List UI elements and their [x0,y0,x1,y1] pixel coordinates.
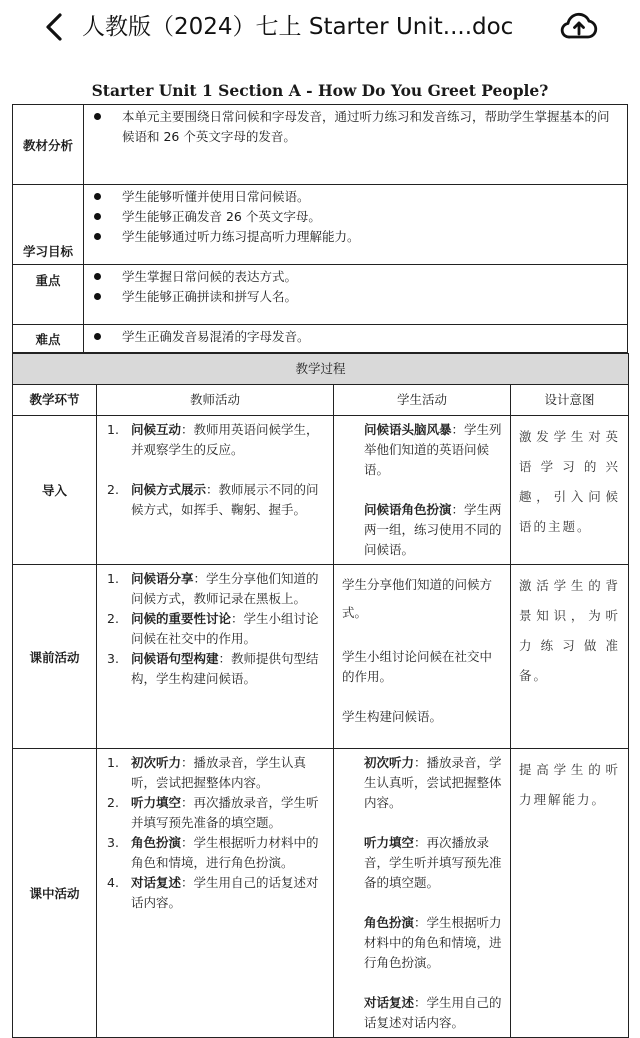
top-bar [0,0,640,54]
info-label: 教材分析 [13,105,84,185]
info-label: 重点 [13,265,84,325]
document-title: 人教版（2024）七上 Starter Unit....doc [82,14,514,40]
list-item: 2. 听力填空：再次播放录音，学生听并填写预先准备的填空题。 [107,795,319,830]
stage-cell: 课中活动 [13,749,97,1038]
list-item: 1. 问候语分享：学生分享他们知道的问候方式，教师记录在黑板上。 [107,571,319,606]
stage-cell: 导入 [13,416,97,565]
list-item: 角色扮演：学生根据听力材料中的角色和情境，进行角色扮演。 [364,915,502,970]
cloud-upload-icon[interactable] [558,6,600,46]
list-item: 2. 问候的重要性讨论：学生小组讨论问候在社交中的作用。 [107,611,319,646]
list-item: 学生小组讨论问候在社交中的作用。 [342,649,493,684]
list-item: 学生构建问候语。 [342,709,443,724]
back-icon[interactable] [38,8,74,46]
header-design: 设计意图 [511,385,629,416]
info-item: 学生掌握日常问候的表达方式。 [92,267,619,287]
list-item: 3. 问候语句型构建：教师提供句型结构，学生构建问候语。 [107,651,319,686]
list-item: 听力填空：再次播放录音，学生听并填写预先准备的填空题。 [364,835,502,890]
design-cell: 提高学生的听力理解能力。 [511,749,629,1038]
list-item: 问候语头脑风暴：学生列举他们知道的英语问候语。 [364,422,502,477]
info-row-objectives [13,185,628,265]
list-item: 2. 问候方式展示：教师展示不同的问候方式，如挥手、鞠躬、握手。 [107,482,319,517]
process-table [12,353,629,1038]
header-student: 学生活动 [334,385,511,416]
list-item: 1. 问候互动：教师用英语问候学生，并观察学生的反应。 [107,422,319,457]
design-cell: 激发学生对英语学习的兴趣，引入问候语的主题。 [511,416,629,565]
list-item: 学生分享他们知道的问候方式。 [342,577,493,620]
header-stage: 教学环节 [13,385,97,416]
table-row [13,749,629,1038]
info-item: 学生能够通过听力练习提高听力理解能力。 [92,227,619,247]
info-label: 难点 [13,325,84,353]
info-label: 学习目标 [13,185,84,265]
table-row [13,416,629,565]
list-item: 问候语角色扮演：学生两两一组，练习使用不同的问候语。 [364,502,502,557]
info-item: 学生正确发音易混淆的字母发音。 [92,327,619,347]
document-heading: Starter Unit 1 Section A - How Do You Greet People? [91,81,549,100]
process-title: 教学过程 [13,354,629,385]
info-row-key-points [13,265,628,325]
info-item: 本单元主要围绕日常问候和字母发音，通过听力练习和发音练习，帮助学生掌握基本的问候语和 26 个英文字母的发音。 [92,107,619,147]
info-item: 学生能够听懂并使用日常问候语。 [92,187,619,207]
list-item: 对话复述：学生用自己的话复述对话内容。 [364,995,502,1030]
list-item: 初次听力：播放录音，学生认真听，尝试把握整体内容。 [364,755,502,810]
info-row-analysis [13,105,628,185]
design-cell: 激活学生的背景知识，为听力练习做准备。 [511,565,629,749]
table-row [13,565,629,749]
info-item: 学生能够正确发音 26 个英文字母。 [92,207,619,227]
list-item: 4. 对话复述：学生用自己的话复述对话内容。 [107,875,319,910]
stage-cell: 课前活动 [13,565,97,749]
header-teacher: 教师活动 [97,385,334,416]
list-item: 3. 角色扮演：学生根据听力材料中的角色和情境，进行角色扮演。 [107,835,319,870]
info-row-difficulties [13,325,628,353]
info-item: 学生能够正确拼读和拼写人名。 [92,287,619,307]
info-table [12,104,628,353]
list-item: 1. 初次听力：播放录音，学生认真听，尝试把握整体内容。 [107,755,307,790]
document-page [12,78,628,1038]
